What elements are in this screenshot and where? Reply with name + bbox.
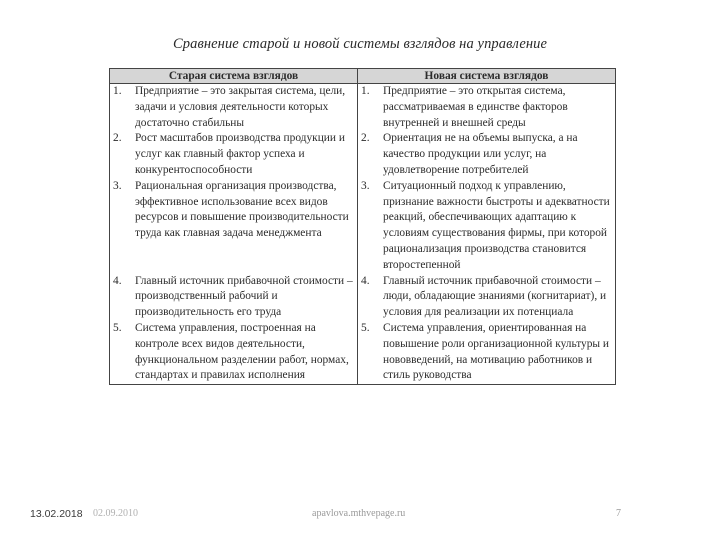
item-number: 2. bbox=[361, 132, 370, 145]
item-text: Система управления, построенная на контроле всех видов деятельности, функциональном разделении работ, нормах, стандартах и правилах исполнения bbox=[135, 321, 349, 382]
table-header-row bbox=[110, 69, 616, 84]
old-system-cell bbox=[110, 321, 358, 385]
item-text: Рациональная организация производства, эффективное использование всех видов ресурсов и повышение производительности труда как главная задача менеджмента bbox=[135, 179, 349, 240]
list-item bbox=[110, 84, 357, 131]
slide-title: Сравнение старой и новой системы взглядов на управление bbox=[172, 36, 548, 52]
list-item bbox=[358, 131, 615, 178]
item-number: 4. bbox=[113, 274, 122, 287]
list-item bbox=[110, 274, 357, 321]
table-row bbox=[110, 274, 616, 321]
item-number: 5. bbox=[113, 321, 122, 334]
table-row bbox=[110, 84, 616, 132]
item-text: Предприятие – это открытая система, рассматриваемая в единстве факторов внутренней и внешней среды bbox=[383, 85, 568, 129]
item-text: Ориентация не на объемы выпуска, а на качество продукции или услуг, на удовлетворение потребителей bbox=[383, 132, 578, 176]
item-text: Ситуационный подход к управлению, признание важности быстроты и адекватности реакций, обеспечивающих адаптацию к условиям существования фирмы, при которой рационализация производства становится второстепенной bbox=[383, 179, 610, 271]
footer-date: 13.02.2018 bbox=[30, 508, 83, 520]
footer-date-faded: 02.09.2010 bbox=[93, 508, 138, 519]
item-number: 5. bbox=[361, 321, 370, 334]
list-item bbox=[110, 321, 357, 384]
list-item bbox=[358, 84, 615, 131]
item-text: Главный источник прибавочной стоимости – производственный рабочий и производительность его труда bbox=[135, 274, 353, 319]
old-system-cell bbox=[110, 274, 358, 321]
list-item bbox=[358, 179, 615, 274]
list-item bbox=[110, 131, 357, 178]
table-row bbox=[110, 321, 616, 385]
comparison-table bbox=[109, 68, 616, 385]
new-system-cell bbox=[358, 274, 616, 321]
header-new-system: Новая система взглядов bbox=[358, 69, 616, 84]
list-item bbox=[358, 321, 615, 384]
header-old-system: Старая система взглядов bbox=[110, 69, 358, 84]
item-number: 3. bbox=[361, 179, 370, 192]
new-system-cell bbox=[358, 84, 616, 132]
item-number: 3. bbox=[113, 179, 122, 192]
item-number: 2. bbox=[113, 132, 122, 145]
list-item bbox=[110, 179, 357, 242]
footer-page-number: 7 bbox=[616, 508, 621, 519]
old-system-cell bbox=[110, 131, 358, 178]
item-text: Система управления, ориентированная на повышение роли организационной культуры и нововведений, на мотивацию работников и стиль руководства bbox=[383, 321, 610, 382]
item-number: 4. bbox=[361, 274, 370, 287]
old-system-cell bbox=[110, 179, 358, 274]
item-number: 1. bbox=[113, 85, 122, 97]
old-system-cell bbox=[110, 84, 358, 132]
item-text: Рост масштабов производства продукции и услуг как главный фактор успеха и конкурентоспособности bbox=[135, 132, 345, 176]
footer-site: apavlova.mthvepage.ru bbox=[312, 508, 406, 519]
item-text: Предприятие – это закрытая система, цели, задачи и условия деятельности которых достаточно стабильны bbox=[135, 85, 346, 129]
table-row bbox=[110, 131, 616, 178]
new-system-cell bbox=[358, 321, 616, 385]
new-system-cell bbox=[358, 179, 616, 274]
item-text: Главный источник прибавочной стоимости – люди, обладающие знаниями (когнитариат), и условия для реализации их потенциала bbox=[383, 274, 607, 319]
list-item bbox=[358, 274, 615, 321]
table-row bbox=[110, 179, 616, 274]
item-number: 1. bbox=[361, 85, 370, 97]
new-system-cell bbox=[358, 131, 616, 178]
